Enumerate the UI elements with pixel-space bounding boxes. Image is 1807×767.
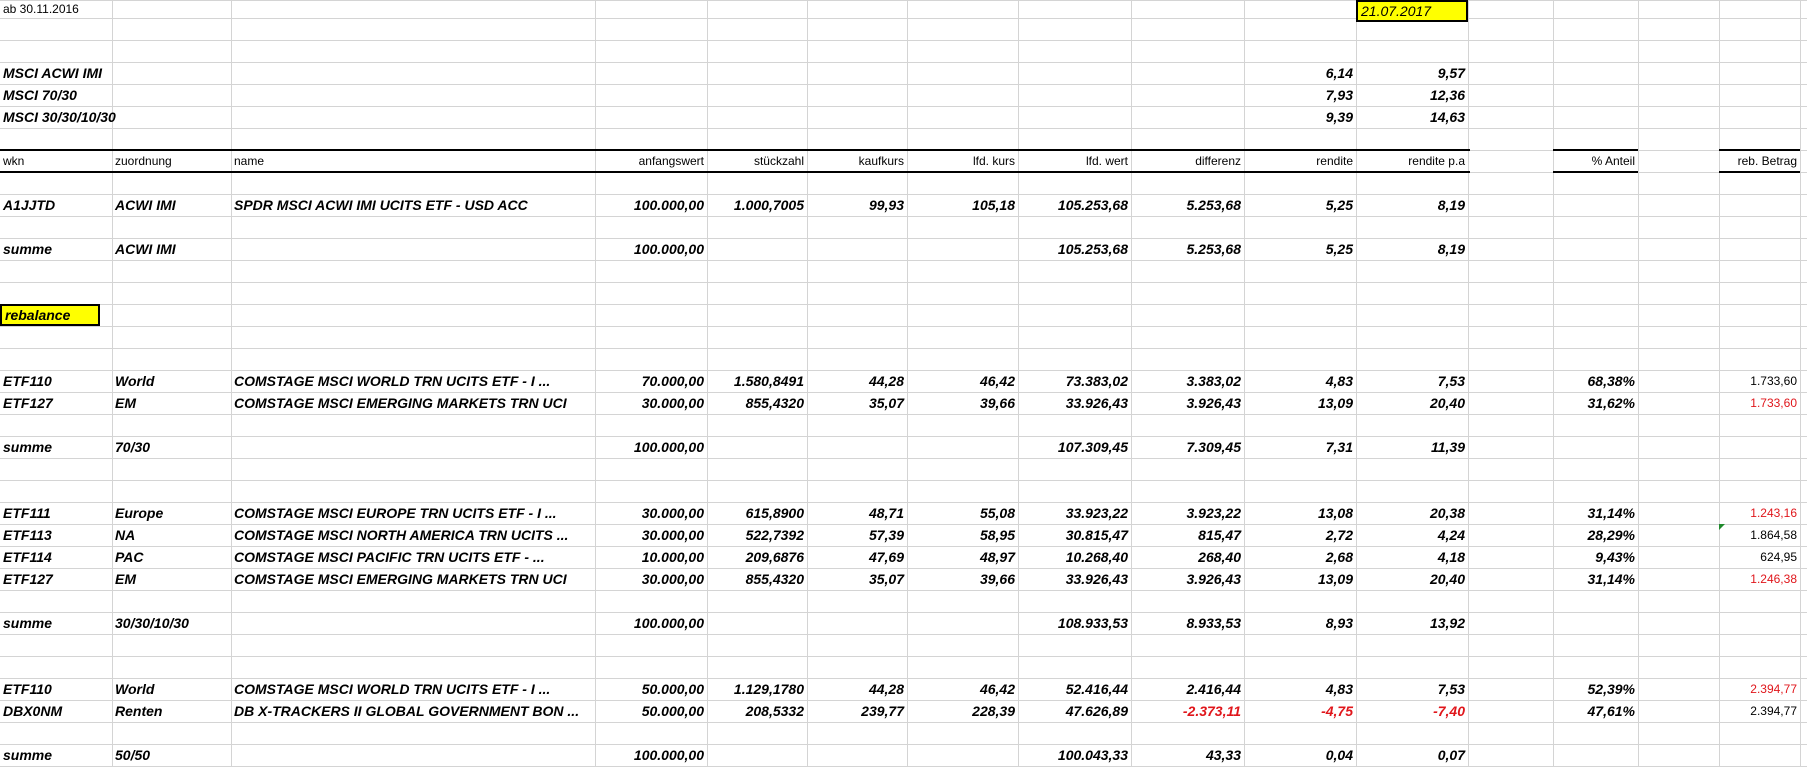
row-gridline	[0, 260, 1807, 261]
cell-zuordnung[interactable]: ACWI IMI	[115, 241, 176, 257]
cell-stueckzahl[interactable]: 209,6876	[745, 549, 804, 565]
cell-name[interactable]: COMSTAGE MSCI EMERGING MARKETS TRN UCI	[234, 395, 567, 411]
cell-rendite[interactable]: 2,72	[1325, 527, 1353, 543]
cell-kaufkurs[interactable]: 44,28	[868, 373, 904, 389]
cell-lfd-kurs[interactable]: 58,95	[979, 527, 1015, 543]
cell-zuordnung[interactable]: World	[115, 681, 155, 697]
cell-anteil[interactable]: 68,38%	[1587, 373, 1635, 389]
column-header-lfd-wert[interactable]: lfd. wert	[1085, 154, 1128, 168]
cell-zuordnung[interactable]: EM	[115, 395, 136, 411]
cell-lfd-wert[interactable]: 30.815,47	[1065, 527, 1128, 543]
column-header-kaufkurs[interactable]: kaufkurs	[858, 154, 904, 168]
cell-differenz[interactable]: 5.253,68	[1186, 197, 1241, 213]
cell-lfd-wert[interactable]: 33.926,43	[1065, 571, 1128, 587]
column-header-anteil[interactable]: % Anteil	[1591, 154, 1635, 168]
cell-stueckzahl[interactable]: 1.129,1780	[733, 681, 804, 697]
cell-kaufkurs[interactable]: 48,71	[868, 505, 904, 521]
cell-zuordnung[interactable]: NA	[115, 527, 136, 543]
benchmark-rendite-pa[interactable]: 14,63	[1429, 109, 1465, 125]
current-date-cell[interactable]: 21.07.2017	[1356, 0, 1468, 22]
cell-wkn[interactable]: summe	[3, 747, 53, 763]
cell-differenz[interactable]: 268,40	[1198, 549, 1241, 565]
cell-anfangswert[interactable]: 100.000,00	[633, 241, 704, 257]
cell-zuordnung[interactable]: Europe	[115, 505, 164, 521]
cell-lfd-wert[interactable]: 108.933,53	[1057, 615, 1128, 631]
column-header-name[interactable]: name	[234, 154, 265, 168]
cell-anfangswert[interactable]: 30.000,00	[641, 505, 704, 521]
row-gridline	[0, 304, 1807, 305]
cell-reb-betrag[interactable]: 2.394,77	[1750, 682, 1797, 696]
cell-lfd-kurs[interactable]: 48,97	[979, 549, 1015, 565]
row-gridline	[0, 326, 1807, 327]
row-gridline	[0, 744, 1807, 745]
benchmark-rendite[interactable]: 7,93	[1325, 87, 1353, 103]
cell-rendite-pa[interactable]: 11,39	[1431, 439, 1465, 455]
row-gridline	[0, 436, 1807, 437]
cell-zuordnung[interactable]: PAC	[115, 549, 144, 565]
cell-anfangswert[interactable]: 100.000,00	[633, 439, 704, 455]
cell-anteil[interactable]: 31,14%	[1587, 571, 1635, 587]
row-gridline	[0, 612, 1807, 613]
cell-wkn[interactable]: ETF127	[3, 571, 53, 587]
cell-anfangswert[interactable]: 10.000,00	[641, 549, 704, 565]
column-header-lfd-kurs[interactable]: lfd. kurs	[972, 154, 1015, 168]
cell-differenz[interactable]: 43,33	[1205, 747, 1241, 763]
cell-reb-betrag[interactable]: 1.733,60	[1750, 374, 1797, 388]
cell-rendite[interactable]: 2,68	[1325, 549, 1353, 565]
column-gridline	[1800, 0, 1801, 767]
cell-rendite[interactable]: 5,25	[1325, 241, 1353, 257]
cell-lfd-kurs[interactable]: 46,42	[979, 373, 1015, 389]
cell-rendite-pa[interactable]: 20,38	[1429, 505, 1465, 521]
cell-lfd-kurs[interactable]: 228,39	[972, 703, 1015, 719]
cell-rendite[interactable]: 4,83	[1325, 681, 1353, 697]
cell-anfangswert[interactable]: 100.000,00	[633, 747, 704, 763]
cell-rendite-pa[interactable]: 8,19	[1437, 241, 1465, 257]
benchmark-rendite-pa[interactable]: 12,36	[1429, 87, 1465, 103]
cell-kaufkurs[interactable]: 44,28	[868, 681, 904, 697]
row-gridline	[0, 0, 1807, 1]
rebalance-label[interactable]: rebalance	[0, 304, 100, 326]
row-gridline	[0, 348, 1807, 349]
row-gridline	[0, 128, 1807, 129]
cell-differenz[interactable]: -2.373,11	[1182, 703, 1241, 719]
cell-rendite-pa[interactable]: -7,40	[1433, 703, 1465, 719]
cell-name[interactable]: SPDR MSCI ACWI IMI UCITS ETF - USD ACC	[234, 197, 528, 213]
cell-name[interactable]: COMSTAGE MSCI WORLD TRN UCITS ETF - I ...	[234, 681, 551, 697]
cell-differenz[interactable]: 3.926,43	[1186, 395, 1241, 411]
cell-rendite-pa[interactable]: 4,18	[1437, 549, 1465, 565]
cell-reb-betrag[interactable]: 2.394,77	[1750, 704, 1797, 718]
row-gridline	[0, 590, 1807, 591]
benchmark-rendite-pa[interactable]: 9,57	[1437, 65, 1465, 81]
cell-rendite-pa[interactable]: 7,53	[1437, 373, 1465, 389]
cell-kaufkurs[interactable]: 239,77	[861, 703, 904, 719]
column-header-anfangswert[interactable]: anfangswert	[638, 154, 704, 168]
cell-wkn[interactable]: ETF127	[3, 395, 53, 411]
cell-anfangswert[interactable]: 100.000,00	[633, 615, 704, 631]
cell-stueckzahl[interactable]: 855,4320	[745, 571, 804, 587]
row-gridline	[0, 84, 1807, 85]
cell-zuordnung[interactable]: World	[115, 373, 155, 389]
row-gridline	[0, 18, 1807, 19]
start-date-cell[interactable]: ab 30.11.2016	[3, 2, 79, 16]
cell-lfd-wert[interactable]: 33.923,22	[1065, 505, 1128, 521]
cell-lfd-kurs[interactable]: 105,18	[972, 197, 1015, 213]
cell-comment-marker	[1719, 524, 1725, 530]
cell-lfd-wert[interactable]: 73.383,02	[1065, 373, 1128, 389]
cell-differenz[interactable]: 8.933,53	[1186, 615, 1241, 631]
cell-kaufkurs[interactable]: 47,69	[868, 549, 904, 565]
cell-wkn[interactable]: summe	[3, 615, 53, 631]
cell-differenz[interactable]: 5.253,68	[1186, 241, 1241, 257]
cell-differenz[interactable]: 3.383,02	[1186, 373, 1241, 389]
row-gridline	[0, 40, 1807, 41]
cell-stueckzahl[interactable]: 208,5332	[745, 703, 804, 719]
cell-rendite[interactable]: 13,09	[1317, 571, 1353, 587]
cell-anfangswert[interactable]: 30.000,00	[641, 527, 704, 543]
cell-wkn[interactable]: ETF111	[3, 505, 51, 521]
column-header-differenz[interactable]: differenz	[1195, 154, 1241, 168]
benchmark-name[interactable]: MSCI 70/30	[3, 87, 77, 103]
cell-anteil[interactable]: 52,39%	[1587, 681, 1635, 697]
cell-zuordnung[interactable]: Renten	[115, 703, 163, 719]
cell-lfd-wert[interactable]: 33.926,43	[1065, 395, 1128, 411]
cell-stueckzahl[interactable]: 615,8900	[745, 505, 804, 521]
cell-kaufkurs[interactable]: 99,93	[868, 197, 904, 213]
row-gridline	[0, 634, 1807, 635]
row-gridline	[0, 480, 1807, 481]
cell-reb-betrag[interactable]: 1.733,60	[1750, 396, 1797, 410]
cell-rendite-pa[interactable]: 20,40	[1429, 395, 1465, 411]
cell-lfd-wert[interactable]: 107.309,45	[1057, 439, 1128, 455]
cell-lfd-wert[interactable]: 47.626,89	[1065, 703, 1128, 719]
cell-rendite-pa[interactable]: 13,92	[1429, 615, 1465, 631]
cell-zuordnung[interactable]: ACWI IMI	[115, 197, 176, 213]
cell-zuordnung[interactable]: 30/30/10/30	[115, 615, 189, 631]
benchmark-rendite[interactable]: 6,14	[1325, 65, 1353, 81]
cell-stueckzahl[interactable]: 1.000,7005	[733, 197, 804, 213]
cell-differenz[interactable]: 7.309,45	[1186, 439, 1241, 455]
column-gridline	[1638, 0, 1639, 767]
cell-kaufkurs[interactable]: 35,07	[868, 571, 904, 587]
cell-anteil[interactable]: 47,61%	[1587, 703, 1635, 719]
column-header-rendite[interactable]: rendite	[1316, 154, 1353, 168]
cell-wkn[interactable]: ETF110	[3, 373, 52, 389]
cell-lfd-kurs[interactable]: 39,66	[979, 571, 1015, 587]
benchmark-name[interactable]: MSCI ACWI IMI	[3, 65, 103, 81]
cell-name[interactable]: COMSTAGE MSCI NORTH AMERICA TRN UCITS ...	[234, 527, 569, 543]
cell-stueckzahl[interactable]: 855,4320	[745, 395, 804, 411]
cell-name[interactable]: COMSTAGE MSCI PACIFIC TRN UCITS ETF - ...	[234, 549, 545, 565]
cell-anteil[interactable]: 31,62%	[1587, 395, 1635, 411]
column-header-rendite-pa[interactable]: rendite p.a	[1408, 154, 1465, 168]
cell-lfd-kurs[interactable]: 46,42	[979, 681, 1015, 697]
cell-kaufkurs[interactable]: 35,07	[868, 395, 904, 411]
cell-rendite[interactable]: 4,83	[1325, 373, 1353, 389]
cell-rendite[interactable]: 8,93	[1325, 615, 1353, 631]
cell-wkn[interactable]: A1JJTD	[3, 197, 56, 213]
cell-anteil[interactable]: 28,29%	[1587, 527, 1635, 543]
cell-rendite[interactable]: 13,08	[1317, 505, 1353, 521]
cell-stueckzahl[interactable]: 1.580,8491	[733, 373, 804, 389]
cell-rendite-pa[interactable]: 0,07	[1437, 747, 1465, 763]
cell-zuordnung[interactable]: 70/30	[115, 439, 151, 455]
cell-wkn[interactable]: ETF114	[3, 549, 52, 565]
cell-reb-betrag[interactable]: 624,95	[1760, 550, 1797, 564]
column-gridline	[1468, 0, 1469, 767]
cell-stueckzahl[interactable]: 522,7392	[745, 527, 804, 543]
row-gridline	[0, 62, 1807, 63]
cell-reb-betrag[interactable]: 1.246,38	[1750, 572, 1797, 586]
cell-rendite[interactable]: 0,04	[1325, 747, 1353, 763]
cell-rendite-pa[interactable]: 7,53	[1437, 681, 1465, 697]
cell-reb-betrag[interactable]: 1.864,58	[1750, 528, 1797, 542]
cell-wkn[interactable]: DBX0NM	[3, 703, 63, 719]
row-gridline	[0, 216, 1807, 217]
cell-lfd-wert[interactable]: 100.043,33	[1057, 747, 1128, 763]
column-header-zuordnung[interactable]: zuordnung	[115, 154, 172, 168]
column-header-stueckzahl[interactable]: stückzahl	[753, 154, 804, 168]
cell-anteil[interactable]: 9,43%	[1595, 549, 1635, 565]
cell-anfangswert[interactable]: 50.000,00	[641, 681, 704, 697]
benchmark-rendite[interactable]: 9,39	[1325, 109, 1353, 125]
cell-zuordnung[interactable]: 50/50	[115, 747, 151, 763]
row-gridline	[0, 458, 1807, 459]
cell-differenz[interactable]: 2.416,44	[1186, 681, 1241, 697]
cell-lfd-wert[interactable]: 52.416,44	[1065, 681, 1128, 697]
cell-wkn[interactable]: ETF113	[3, 527, 52, 543]
cell-differenz[interactable]: 815,47	[1198, 527, 1241, 543]
cell-name[interactable]: COMSTAGE MSCI WORLD TRN UCITS ETF - I ...	[234, 373, 551, 389]
cell-lfd-kurs[interactable]: 39,66	[979, 395, 1015, 411]
row-gridline	[0, 722, 1807, 723]
cell-name[interactable]: COMSTAGE MSCI EMERGING MARKETS TRN UCI	[234, 571, 567, 587]
row-gridline	[0, 282, 1807, 283]
cell-name[interactable]: COMSTAGE MSCI EUROPE TRN UCITS ETF - I ...	[234, 505, 557, 521]
cell-zuordnung[interactable]: EM	[115, 571, 136, 587]
row-gridline	[0, 106, 1807, 107]
row-gridline	[0, 238, 1807, 239]
cell-wkn[interactable]: summe	[3, 439, 53, 455]
cell-lfd-wert[interactable]: 105.253,68	[1057, 197, 1128, 213]
cell-wkn[interactable]: summe	[3, 241, 53, 257]
row-gridline	[0, 656, 1807, 657]
cell-lfd-wert[interactable]: 10.268,40	[1065, 549, 1128, 565]
column-header-wkn[interactable]: wkn	[3, 154, 25, 168]
cell-name[interactable]: DB X-TRACKERS II GLOBAL GOVERNMENT BON ...	[234, 703, 580, 719]
cell-rendite[interactable]: 5,25	[1325, 197, 1353, 213]
cell-kaufkurs[interactable]: 57,39	[868, 527, 904, 543]
cell-anfangswert[interactable]: 50.000,00	[641, 703, 704, 719]
cell-anfangswert[interactable]: 30.000,00	[641, 395, 704, 411]
benchmark-name[interactable]: MSCI 30/30/10/30	[3, 109, 116, 125]
cell-reb-betrag[interactable]: 1.243,16	[1750, 506, 1797, 520]
cell-rendite[interactable]: 7,31	[1325, 439, 1353, 455]
cell-anfangswert[interactable]: 100.000,00	[633, 197, 704, 213]
cell-differenz[interactable]: 3.923,22	[1186, 505, 1241, 521]
row-gridline	[0, 414, 1807, 415]
cell-rendite[interactable]: 13,09	[1317, 395, 1353, 411]
cell-lfd-kurs[interactable]: 55,08	[979, 505, 1015, 521]
cell-anteil[interactable]: 31,14%	[1587, 505, 1635, 521]
cell-rendite[interactable]: -4,75	[1321, 703, 1353, 719]
cell-rendite-pa[interactable]: 8,19	[1437, 197, 1465, 213]
cell-rendite-pa[interactable]: 20,40	[1429, 571, 1465, 587]
cell-anfangswert[interactable]: 30.000,00	[641, 571, 704, 587]
cell-lfd-wert[interactable]: 105.253,68	[1057, 241, 1128, 257]
cell-anfangswert[interactable]: 70.000,00	[641, 373, 704, 389]
cell-differenz[interactable]: 3.926,43	[1186, 571, 1241, 587]
cell-rendite-pa[interactable]: 4,24	[1437, 527, 1465, 543]
cell-wkn[interactable]: ETF110	[3, 681, 52, 697]
column-header-reb-betrag[interactable]: reb. Betrag	[1737, 154, 1797, 168]
